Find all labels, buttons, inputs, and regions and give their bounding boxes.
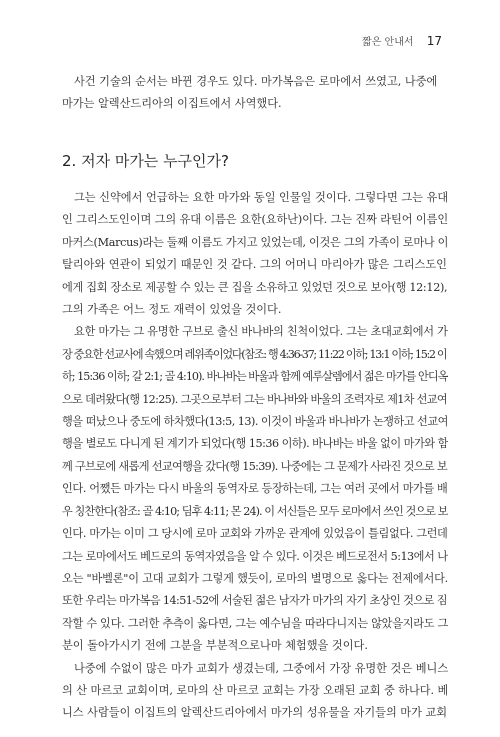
text-line: 오는 "바벨론"이 고대 교회가 그렇게 했듯이, 로마의 별명으로 옳다는 전제에서다. <box>62 571 448 585</box>
section-heading: 2. 저자 마가는 누구인가? <box>62 152 229 170</box>
section-body <box>62 187 448 725</box>
text-line: 마가는 알렉산드리아의 이집트에서 사역했다. <box>62 97 282 111</box>
text-line: 하; 15:36 이하; 갈 2:1; 골 4:10). 바나바는 바울과 함께 예루살렘에서 젊은 마가를 안디옥 <box>62 370 448 384</box>
running-header <box>362 33 442 48</box>
text-line: 니스 사람들이 이집트의 알렉산드리아에서 마가의 성유물을 자기들의 마가 교회 <box>62 706 448 720</box>
text-line: 그의 가족은 어느 정도 재력이 있었을 것이다. <box>62 303 282 317</box>
text-line: 인다. 어쨌든 마가는 다시 바울의 동역자로 등장하는데, 그는 여러 곳에서 마가를 배 <box>62 482 448 496</box>
text-line: 우 칭찬한다(참조: 골 4:10; 딤후 4:11; 몬 24). 이 서신들은 모두 로마에서 쓰인 것으로 보 <box>62 504 448 518</box>
text-line: 의 산 마르코 교회이며, 로마의 산 마르코 교회는 가장 오래된 교회 중 하나다. 베 <box>62 683 448 697</box>
text-line: 탈리아와 연관이 되었기 때문인 것 같다. 그의 어머니 마리아가 많은 그리스도인 <box>62 258 447 272</box>
text-line: 마커스(Marcus)라는 둘째 이름도 가지고 있었는데, 이것은 그의 가족이 로마나 이 <box>62 235 448 249</box>
text-line: 행을 별로도 다니게 된 계기가 되었다(행 15:36 이하). 바나바는 바울 없이 마가와 함 <box>62 437 448 451</box>
running-header-title: 짧은 안내서 <box>362 37 414 48</box>
text-line: 또한 우리는 마가복음 14:51-52에 서술된 젊은 남자가 마가의 자기 초상인 것으로 짐 <box>62 594 448 608</box>
text-line: 인 그리스도인이며 그의 유대 이름은 요한(요하난)이다. 그는 진짜 라틴어 이름인 <box>62 213 448 227</box>
text-line: 그는 로마에서도 베드로의 동역자였음을 알 수 있다. 이것은 베드로전서 5:13에서 나 <box>62 549 448 563</box>
text-line: 사건 기술의 순서는 바뀐 경우도 있다. 마가복음은 로마에서 쓰였고, 나중에 <box>74 75 438 88</box>
text-line: 분이 돌아가시기 전에 그분을 부분적으로나마 체험했을 것이다. <box>62 639 368 653</box>
page-number: 17 <box>426 34 442 48</box>
intro-paragraph <box>62 71 448 116</box>
text-line: 요한 마가는 그 유명한 구브로 출신 바나바의 친척이었다. 그는 초대교회에서 가 <box>74 325 448 339</box>
text-line: 께 구브로에 새롭게 선교여행을 갔다(행 15:39). 나중에는 그 문제가 사라진 것으로 보 <box>62 459 447 473</box>
text-line: 행을 떠났으나 중도에 하차했다(13:5, 13). 이것이 바울과 바나바가 논쟁하고 선교여 <box>62 415 448 429</box>
text-line: 인다. 마가는 이미 그 당시에 로마 교회와 가까운 관계에 있었음이 틀림없다. 그런데 <box>62 527 448 541</box>
text-line: 에게 집회 장소로 제공할 수 있는 큰 집을 소유하고 있었던 것으로 보아(행 12:12), <box>62 280 448 294</box>
text-line: 작할 수 있다. 그러한 추측이 옳다면, 그는 예수님을 따라다니지는 않았을지라도 그 <box>62 616 448 630</box>
text-line: 으로 데려왔다(행 12:25). 그곳으로부터 그는 바나바와 바울의 조력자로 제1차 선교여 <box>62 392 447 406</box>
text-line: 그는 신약에서 언급하는 요한 마가와 동일 인물일 것이다. 그렇다면 그는 유대 <box>74 191 448 204</box>
text-line: 나중에 수없이 많은 마가 교회가 생겼는데, 그중에서 가장 유명한 것은 베니스 <box>74 661 448 675</box>
text-line: 장 중요한 선교사에 속했으며 레위족이었다(참조: 행 4:36-37; 11:22 이하; 13:1 이하; 15:2 이 <box>62 347 447 361</box>
